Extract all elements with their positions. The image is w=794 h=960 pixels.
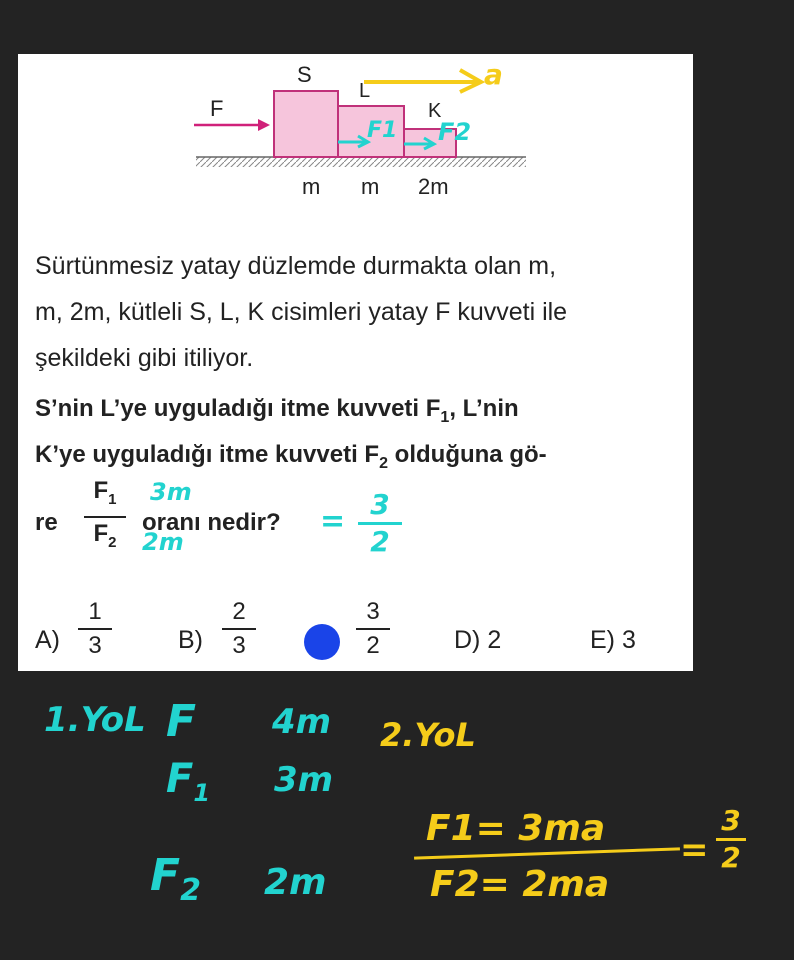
option-a-fraction[interactable]: 1 3 (78, 599, 112, 659)
way-2-frac-den: F2= 2ma (430, 864, 610, 905)
option-e[interactable]: E) 3 (590, 626, 636, 654)
block-label-k: K (428, 100, 442, 122)
question-line-4: S’nin L’ye uyguladığı itme kuvveti $F_1$, L’nin (35, 395, 519, 426)
acceleration-annotation: a (484, 58, 503, 91)
question-line-1: Sürtünmesiz yatay düzlemde durmakta olan m, (35, 252, 557, 280)
question-line-5: K’ye uyguladığı itme kuvveti $F_2$ olduğuna gö- (35, 441, 547, 472)
note-3m: 3m (150, 478, 192, 506)
way-2-label: 2.YoL (380, 716, 476, 754)
option-c-fraction[interactable]: 3 2 (356, 599, 390, 659)
mass-label-l: m (361, 174, 380, 199)
f1-annotation: F1 (367, 118, 398, 143)
ratio-fraction: $F_1$ $F_2$ (84, 478, 126, 556)
question-line-6-start: re (35, 509, 58, 536)
block-s (274, 91, 338, 157)
question-line-2: m, 2m, kütleli S, L, K cisimleri yatay F kuvveti ile (35, 298, 568, 326)
way-1-row2-f: $F_1$ (166, 756, 211, 807)
note-answer-fraction: 3 2 (358, 490, 402, 557)
block-label-s: S (297, 62, 312, 87)
way-1-row1-f: F (166, 696, 197, 747)
way-2-equals: = (680, 830, 709, 870)
note-2m: 2m (142, 528, 184, 556)
question-line-6-end: oranı nedir? (142, 509, 281, 536)
way-1-row2-mass: 3m (274, 760, 334, 800)
way-1-label: 1.YoL (44, 700, 146, 740)
question-line-3: şekildeki gibi itiliyor. (35, 344, 254, 372)
way-2-answer-fraction: 3 2 (716, 806, 746, 873)
option-b-letter[interactable]: B) (178, 626, 203, 654)
ground-hatch (196, 157, 526, 167)
mass-label-s: m (302, 174, 321, 199)
option-c-selected-mark[interactable] (304, 624, 340, 660)
mass-label-k: 2m (418, 174, 449, 199)
block-label-l: L (359, 80, 371, 102)
force-label: F (210, 96, 224, 121)
way-1-row1-mass: 4m (272, 702, 332, 742)
way-1-row3-mass: 2m (264, 862, 327, 903)
way-1-row3-f: $F_2$ (150, 850, 201, 908)
f2-annotation: F2 (438, 118, 472, 146)
option-b-fraction[interactable]: 2 3 (222, 599, 256, 659)
note-equals: = (320, 504, 346, 539)
way-2-frac-num: F1= 3ma (426, 808, 606, 849)
question-card (18, 54, 693, 671)
option-a-letter[interactable]: A) (35, 626, 60, 654)
option-d[interactable]: D) 2 (454, 626, 502, 654)
force-arrow-head (258, 119, 270, 131)
way-2-frac-bar (414, 847, 680, 859)
